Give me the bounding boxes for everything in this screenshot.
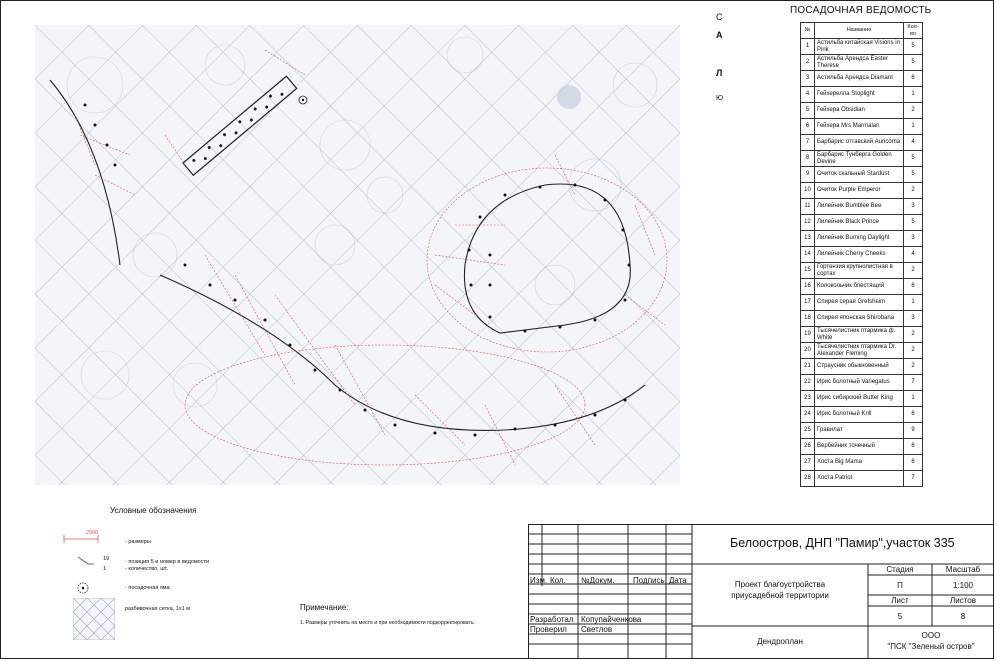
row-number: 22 <box>801 375 815 391</box>
scale-value: 1:100 <box>952 581 974 590</box>
hdr-date: Дата <box>669 576 687 585</box>
row-qty: 3 <box>904 311 923 327</box>
row-number: 7 <box>801 135 815 151</box>
planting-row <box>801 39 923 55</box>
planting-row <box>801 327 923 343</box>
row-number: 26 <box>801 439 815 455</box>
hdr-izm: Изм. <box>530 576 548 585</box>
row-qty: 2 <box>904 327 923 343</box>
work-title: Проект благоустройства приусадебной территории <box>731 580 829 600</box>
row-qty: 5 <box>904 167 923 183</box>
row-qty: 9 <box>904 423 923 439</box>
row-qty: 7 <box>904 471 923 487</box>
layout-grid <box>35 25 680 485</box>
project-title: Белоостров, ДНП "Памир",участок 335 <box>730 536 955 550</box>
row-name: Спирея серая Grefsheim <box>815 295 904 311</box>
row-qty: 1 <box>904 87 923 103</box>
row-number: 25 <box>801 423 815 439</box>
row-qty: 5 <box>904 215 923 231</box>
row-name: Астильба Арендса Easter Therese <box>815 55 904 71</box>
row-number: 9 <box>801 167 815 183</box>
side-mark-1: С <box>716 12 723 22</box>
row-qty: 6 <box>904 455 923 471</box>
planting-row <box>801 199 923 215</box>
row-number: 21 <box>801 359 815 375</box>
planting-row <box>801 119 923 135</box>
developed-name: Копупайченкова <box>581 615 642 624</box>
planting-row <box>801 279 923 295</box>
planting-row <box>801 359 923 375</box>
row-qty: 2 <box>904 359 923 375</box>
row-name: Гравилат <box>815 423 904 439</box>
stage-label: Стадия <box>886 565 914 574</box>
legend-dim-value: 2000 <box>86 530 99 536</box>
row-qty: 2 <box>904 343 923 359</box>
planting-row <box>801 87 923 103</box>
sheet-title: Дендроплан <box>757 637 803 646</box>
legend-item-callout: - позиция 5 и номер в ведомости - количество, шт. <box>125 559 210 572</box>
row-name: Тысячелистник птармика ф. White <box>815 327 904 343</box>
row-name: Барбарис оттавский Auricoma <box>815 135 904 151</box>
note-title: Примечание: <box>300 603 349 612</box>
row-number: 20 <box>801 343 815 359</box>
planting-row <box>801 295 923 311</box>
row-qty: 1 <box>904 295 923 311</box>
planting-row <box>801 263 923 279</box>
side-mark-3: Л <box>716 68 723 78</box>
row-qty: 1 <box>904 119 923 135</box>
row-number: 3 <box>801 71 815 87</box>
legend-callout-bottom: 1 <box>103 566 107 572</box>
legend-callout-symbol <box>76 555 96 573</box>
sheet-value: 5 <box>897 612 903 621</box>
row-qty: 7 <box>904 375 923 391</box>
hdr-signature: Подпись <box>633 576 665 585</box>
planting-row <box>801 55 923 71</box>
row-number: 6 <box>801 119 815 135</box>
row-name: Вербейник точечный <box>815 439 904 455</box>
row-name: Тысячелистник птармика Dr. Alexander Fleming <box>815 343 904 359</box>
row-name: Астильба Арендса Diamant <box>815 71 904 87</box>
col-qty: Кол-во <box>904 23 923 39</box>
planting-table-title: ПОСАДОЧНАЯ ВЕДОМОСТЬ <box>790 5 932 16</box>
planting-row <box>801 167 923 183</box>
row-name: Ирис болотный Krill <box>815 407 904 423</box>
row-name: Лилейник Cherry Cheeks <box>815 247 904 263</box>
stage-value: П <box>897 581 903 590</box>
row-name: Гейхера Obsidian <box>815 103 904 119</box>
planting-row <box>801 343 923 359</box>
sheet-label: Лист <box>891 596 909 605</box>
row-qty: 2 <box>904 183 923 199</box>
hdr-kol: Кол. <box>550 576 566 585</box>
row-number: 18 <box>801 311 815 327</box>
row-name: Ирис болотный Variegatus <box>815 375 904 391</box>
row-qty: 1 <box>904 391 923 407</box>
note-text: 1. Размеры уточнить на месте и при необходимости подкорректировать. <box>300 620 475 626</box>
checked-name: Светлов <box>581 625 613 634</box>
row-qty: 6 <box>904 407 923 423</box>
org-line2: "ПСК "Зеленый остров" <box>887 642 975 651</box>
legend-grid-sample <box>73 598 115 640</box>
row-name: Страусник обыкновенный <box>815 359 904 375</box>
row-qty: 5 <box>904 55 923 71</box>
planting-row <box>801 135 923 151</box>
row-number: 10 <box>801 183 815 199</box>
planting-row <box>801 231 923 247</box>
dendroplan-drawing <box>35 25 680 485</box>
legend-item-dimensions: - размеры <box>125 539 151 545</box>
row-number: 8 <box>801 151 815 167</box>
scale-label: Масштаб <box>945 565 981 574</box>
row-name: Хоста Patriot <box>815 471 904 487</box>
legend-planting-hole-symbol <box>76 581 90 595</box>
legend-item-planting-hole: - посадочная яма <box>125 585 170 591</box>
row-number: 23 <box>801 391 815 407</box>
row-name: Лилейник Burning Daylight <box>815 231 904 247</box>
row-number: 24 <box>801 407 815 423</box>
row-name: Лилейник Black Prince <box>815 215 904 231</box>
col-name: Название <box>815 23 904 39</box>
row-number: 28 <box>801 471 815 487</box>
checked-label: Проверил <box>530 625 567 634</box>
row-number: 16 <box>801 279 815 295</box>
org-line1: ООО <box>921 631 941 640</box>
side-mark-4: Ю <box>716 95 724 102</box>
row-name: Гейхерелла Stoplight <box>815 87 904 103</box>
row-name: Гейхера Mrs Marmalan <box>815 119 904 135</box>
row-qty: 3 <box>904 199 923 215</box>
row-number: 19 <box>801 327 815 343</box>
row-qty: 2 <box>904 263 923 279</box>
sheets-label: Листов <box>950 596 976 605</box>
row-qty: 6 <box>904 279 923 295</box>
row-qty: 5 <box>904 151 923 167</box>
legend-title: Условные обозначения <box>110 506 197 515</box>
planting-row <box>801 103 923 119</box>
row-number: 5 <box>801 103 815 119</box>
planting-row <box>801 71 923 87</box>
row-number: 27 <box>801 455 815 471</box>
single-plant-center <box>302 99 304 101</box>
row-name: Очиток скальный Stardust <box>815 167 904 183</box>
row-name: Хоста Big Mama <box>815 455 904 471</box>
planting-table-header <box>801 23 923 39</box>
row-name: Ирис сибирский Butter King <box>815 391 904 407</box>
row-qty: 4 <box>904 135 923 151</box>
planting-table-body <box>801 39 923 487</box>
planting-row <box>801 375 923 391</box>
hdr-doc-number: №Докум. <box>581 576 615 585</box>
row-name: Лилейник Bumblee Bee <box>815 199 904 215</box>
row-number: 13 <box>801 231 815 247</box>
planting-row <box>801 423 923 439</box>
row-number: 17 <box>801 295 815 311</box>
row-number: 1 <box>801 39 815 55</box>
sheets-value: 8 <box>960 612 966 621</box>
legend-callout-top: 19 <box>103 556 110 562</box>
planting-row <box>801 247 923 263</box>
planting-row <box>801 183 923 199</box>
col-number: № <box>801 23 815 39</box>
row-qty: 6 <box>904 71 923 87</box>
planting-row <box>801 151 923 167</box>
row-qty: 5 <box>904 39 923 55</box>
row-name: Гортензия крупнолистная в сортах <box>815 263 904 279</box>
row-name: Спирея японская Shirobana <box>815 311 904 327</box>
row-name: Колокольчик блестящий <box>815 279 904 295</box>
planting-row <box>801 311 923 327</box>
planting-row <box>801 215 923 231</box>
row-qty: 2 <box>904 103 923 119</box>
title-block <box>528 524 994 659</box>
row-number: 15 <box>801 263 815 279</box>
row-number: 14 <box>801 247 815 263</box>
planting-row <box>801 439 923 455</box>
row-number: 11 <box>801 199 815 215</box>
planting-row <box>801 391 923 407</box>
gray-marker <box>557 85 581 109</box>
row-name: Барбарис Тунберга Golden Devine <box>815 151 904 167</box>
planting-row <box>801 455 923 471</box>
developed-label: Разработал <box>530 615 574 624</box>
planting-row <box>801 407 923 423</box>
row-qty: 3 <box>904 231 923 247</box>
legend-item-grid: разбивочная сетка, 1х1 м <box>125 606 190 612</box>
row-qty: 6 <box>904 439 923 455</box>
row-qty: 4 <box>904 247 923 263</box>
row-number: 12 <box>801 215 815 231</box>
side-mark-2: А <box>716 30 723 40</box>
row-name: Очиток Purple Emperor <box>815 183 904 199</box>
row-name: Астильба китайская Visions in Pink <box>815 39 904 55</box>
planting-table <box>800 22 923 487</box>
row-number: 4 <box>801 87 815 103</box>
row-number: 2 <box>801 55 815 71</box>
planting-row <box>801 471 923 487</box>
